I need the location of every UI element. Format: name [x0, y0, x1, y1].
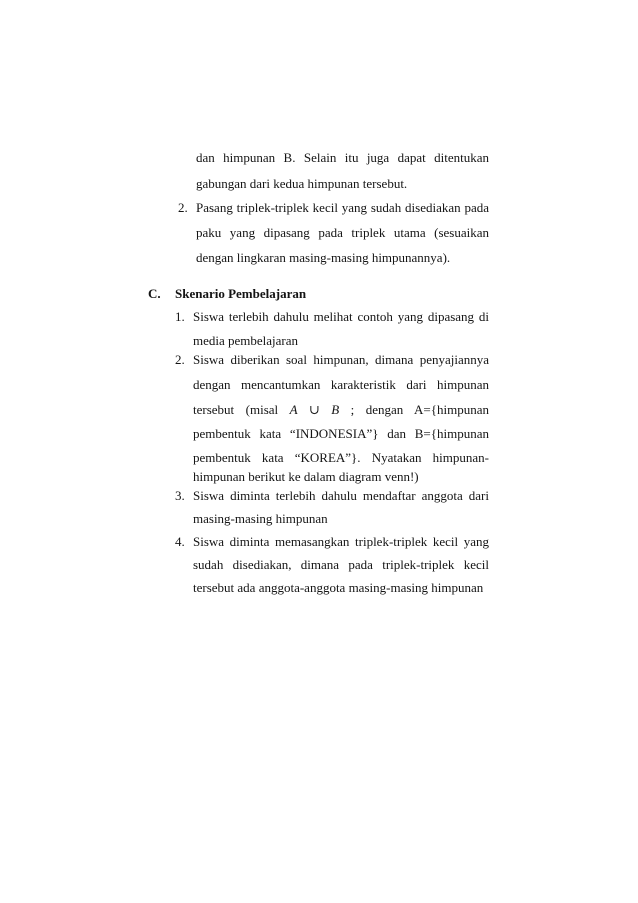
- list-number: 2.: [178, 200, 188, 215]
- math-union-expression: A ∪ B: [289, 402, 340, 417]
- text-line: dengan mencantumkan karakteristik dari himpunan: [193, 377, 489, 392]
- text-line: Pasang triplek-triplek kecil yang sudah disediakan pada: [196, 200, 489, 215]
- list-number: 3.: [175, 488, 185, 503]
- text-line: media pembelajaran: [193, 333, 299, 348]
- text-line: masing-masing himpunan: [193, 511, 328, 526]
- text-line: sudah disediakan, dimana pada triplek-triplek kecil: [193, 557, 489, 572]
- section-title: Skenario Pembelajaran: [175, 286, 307, 301]
- text-line: tersebut (misal A ∪ B ; dengan A={himpunan: [193, 402, 489, 417]
- text-line: pembentuk kata “INDONESIA”} dan B={himpunan: [193, 426, 489, 441]
- text-line: tersebut ada anggota-anggota masing-masing himpunan: [193, 580, 484, 595]
- section-letter: C.: [148, 286, 161, 301]
- list-number: 4.: [175, 534, 185, 549]
- text-line: Siswa terlebih dahulu melihat contoh yang dipasang di: [193, 309, 489, 324]
- text-line: Siswa diminta memasangkan triplek-triplek kecil yang: [193, 534, 489, 549]
- text-line: Siswa diberikan soal himpunan, dimana penyajiannya: [193, 352, 489, 367]
- text-line: Siswa diminta terlebih dahulu mendaftar anggota dari: [193, 488, 489, 503]
- list-number: 1.: [175, 309, 185, 324]
- text-line: gabungan dari kedua himpunan tersebut.: [196, 176, 408, 191]
- text-line: pembentuk kata “KOREA”}. Nyatakan himpunan-: [193, 450, 489, 465]
- list-number: 2.: [175, 352, 185, 367]
- text-line: dan himpunan B. Selain itu juga dapat ditentukan: [196, 150, 489, 165]
- text-line: dengan lingkaran masing-masing himpunannya).: [196, 250, 451, 265]
- text-line: paku yang dipasang pada triplek utama (sesuaikan: [196, 225, 489, 240]
- text-line: himpunan berikut ke dalam diagram venn!): [193, 469, 419, 484]
